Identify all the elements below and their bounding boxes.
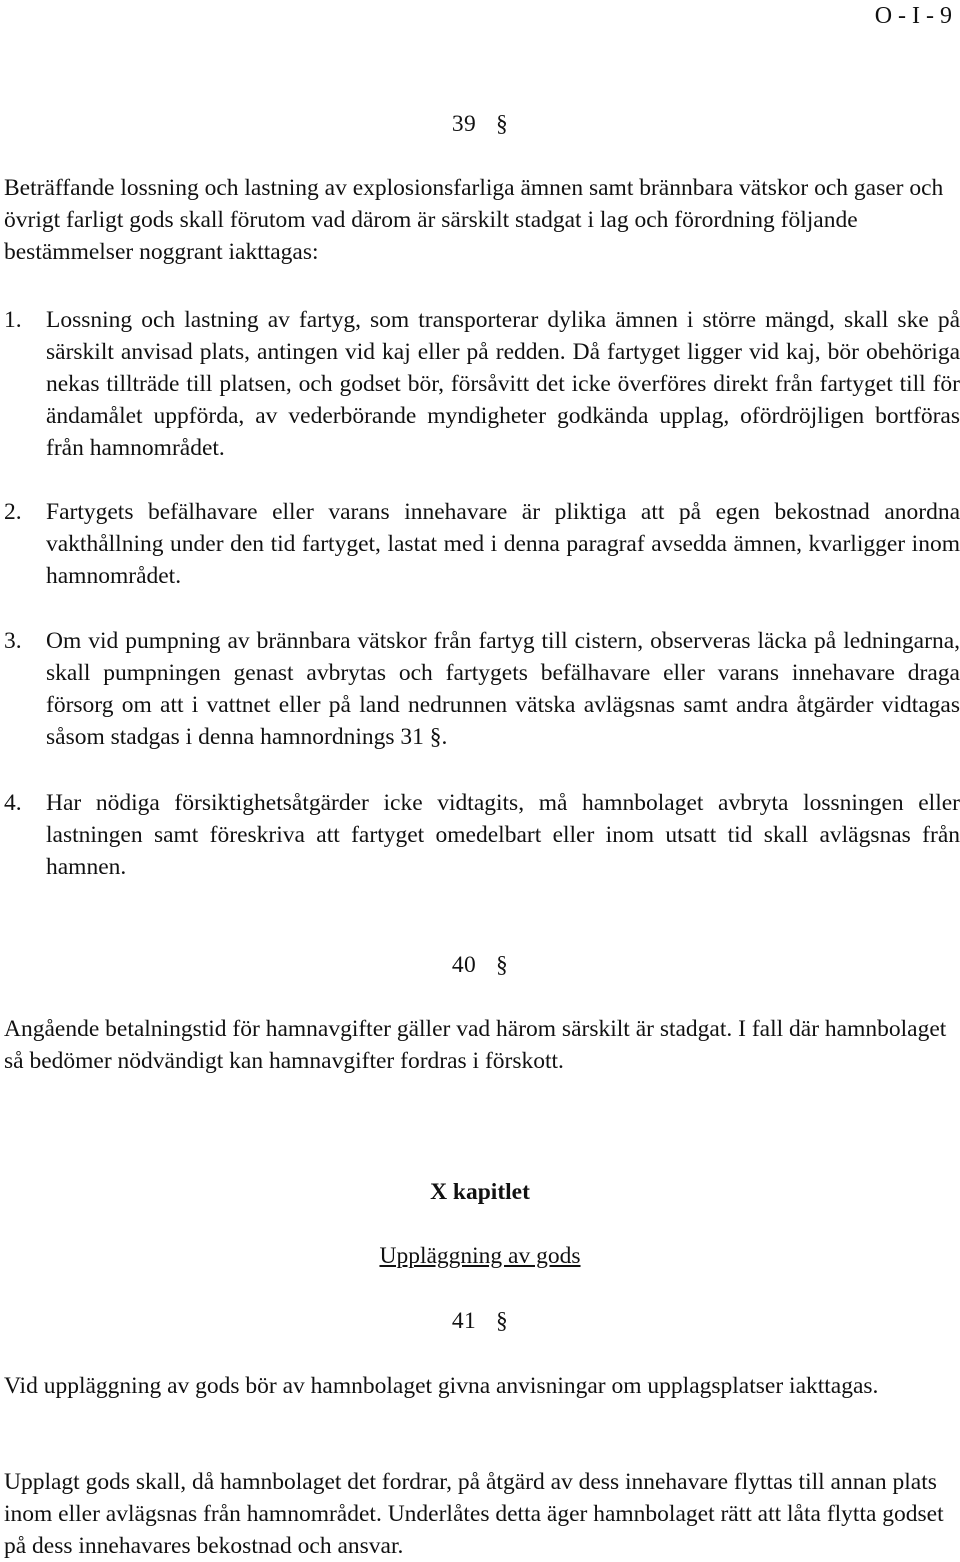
section-41-paragraph-2: Upplagt gods skall, då hamnbolaget det fordrar, på åtgärd av dess innehavare flyttas till annan plats inom eller avlägsnas från hamnområdet. Underlåtes detta äger hamnbolaget rätt att låta flytta godset på dess innehavares bekostnad och ansvar. [4, 1469, 944, 1559]
list-item-number: 3. [4, 628, 22, 654]
list-item-4 [4, 787, 960, 883]
chapter-subtitle: Uppläggning av gods [379, 1243, 581, 1269]
list-item-text: Lossning och lastning av fartyg, som transporterar dylika ämnen i större mängd, skall ske på särskilt anvisad plats, antingen vid kaj eller på redden. Då fartyget ligger vid kaj, bör obehöriga nekas tillträde till platsen, och godset bör, försåvitt det icke överföres direkt från fartyget till för ändamålet uppförda, av vederbörande myndigheter godkända upplag, ofördröjligen bortföras från hamnområdet. [46, 307, 960, 461]
section-40-text: Angående betalningstid för hamnavgifter gäller vad härom särskilt är stadgat. I fall där hamnbolaget så bedömer nödvändigt kan hamnavgifter fordras i förskott. [4, 1016, 947, 1074]
list-item-text: Har nödiga försiktighetsåtgärder icke vidtagits, må hamnbolaget avbryta lossningen eller lastningen samt föreskriva att fartyget omedelbart eller inom utsatt tid skall avlägsnas från hamnen. [46, 790, 960, 880]
section-sign-icon: § [496, 1308, 509, 1334]
section-sign-icon: § [496, 952, 509, 978]
list-item-number: 4. [4, 790, 22, 816]
list-item-text: Om vid pumpning av brännbara vätskor från fartyg till cistern, observeras läcka på ledningarna, skall pumpningen genast avbrytas och fartygets befälhavare eller varans innehavare draga försorg om att i vattnet eller på land nedrunnen vätska avlägsnas samt andra åtgärder vidtagas såsom stadgas i denna hamnordnings 31 §. [46, 628, 960, 750]
section-40-number: 40 [451, 952, 477, 978]
chapter-title: X kapitlet [430, 1179, 530, 1205]
section-40-heading [0, 949, 960, 981]
list-item-number: 1. [4, 307, 22, 333]
list-item-number: 2. [4, 499, 22, 525]
list-item-3 [4, 625, 960, 753]
section-41-heading [0, 1305, 960, 1337]
list-item-2 [4, 496, 960, 592]
page-number: O - I - 9 [874, 3, 952, 29]
section-39-number: 39 [451, 111, 477, 137]
list-item-text: Fartygets befälhavare eller varans innehavare är pliktiga att på egen bekostnad anordna vakthållning under den tid fartyget, lastat med i denna paragraf avsedda ämnen, kvarligger inom hamnområdet. [46, 499, 960, 589]
list-item-1 [4, 304, 960, 464]
section-41-number: 41 [451, 1308, 477, 1334]
section-sign-icon: § [496, 111, 509, 137]
section-39-intro: Beträffande lossning och lastning av explosionsfarliga ämnen samt brännbara vätskor och gaser och övrigt farligt gods skall förutom vad därom är särskilt stadgat i lag och förordning följande bestämmelser noggrant iakttagas: [4, 175, 944, 265]
section-41-paragraph-1: Vid uppläggning av gods bör av hamnbolaget givna anvisningar om upplagsplatser iakttagas. [4, 1373, 879, 1399]
section-39-heading [0, 108, 960, 140]
